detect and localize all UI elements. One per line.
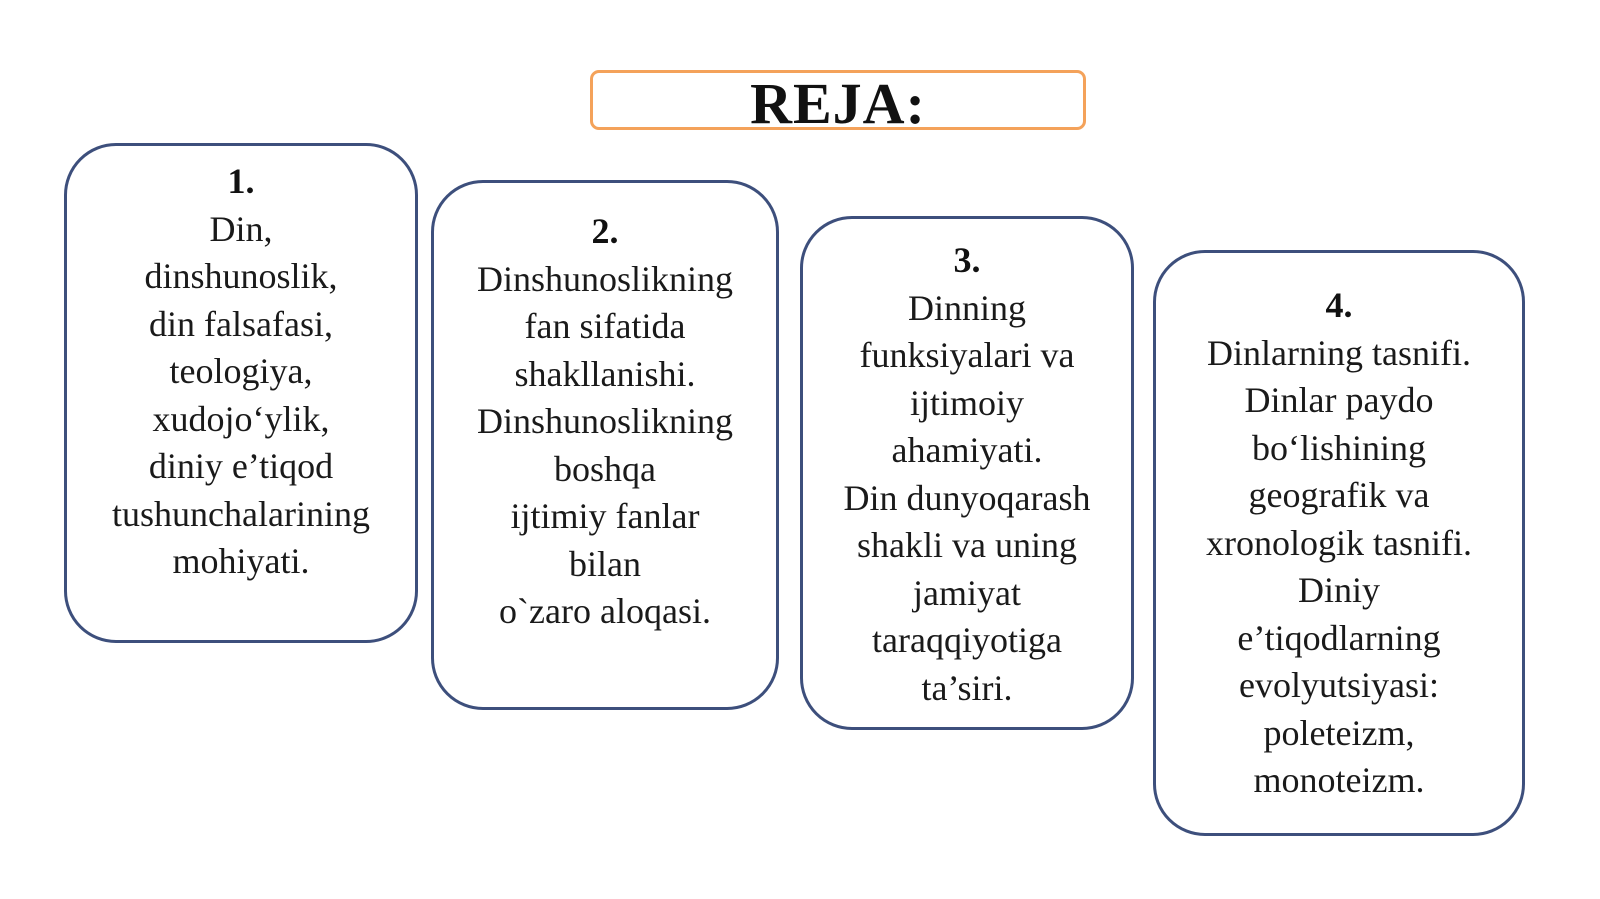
plan-card-line: poleteizm, (1263, 712, 1415, 753)
plan-card-line: jamiyat (913, 572, 1021, 613)
plan-card-line: din falsafasi, (149, 303, 333, 344)
plan-card-line: shakli va uning (857, 525, 1077, 565)
plan-card-line: boshqa (554, 448, 656, 489)
plan-card-line: Dinning (907, 287, 1026, 328)
plan-card-line: ahamiyati. (891, 430, 1043, 470)
plan-card-line: funksiyalari va (859, 335, 1075, 375)
plan-card-line: Din, (209, 208, 273, 249)
plan-card-number: 1. (227, 161, 255, 201)
plan-card-line: Diniy (1297, 570, 1380, 610)
plan-card-3-content (800, 237, 1134, 712)
plan-card-line: bilan (569, 543, 641, 584)
plan-card-line: Dinlarning tasnifi. (1207, 332, 1471, 373)
plan-card-1-content (64, 158, 418, 586)
plan-card-line: evolyutsiyasi: (1239, 665, 1439, 705)
plan-card-line: ijtimiy fanlar (510, 496, 700, 536)
plan-card-line: e’tiqodlarning (1237, 617, 1441, 658)
slide-title: REJA: (750, 71, 926, 136)
plan-card-2-content (431, 208, 779, 636)
plan-card-line: taraqqiyotiga (872, 620, 1062, 660)
plan-card-line: Dinlar paydo (1244, 380, 1434, 420)
plan-card-line: ta’siri. (921, 667, 1013, 708)
plan-card-line: Din dunyoqarash (843, 477, 1091, 518)
plan-card-number: 2. (591, 211, 619, 251)
plan-card-line: ijtimoiy (909, 382, 1024, 423)
plan-card-line: dinshunoslik, (144, 256, 338, 296)
plan-card-line: bo‘lishining (1251, 427, 1426, 468)
plan-card-line: Dinshunoslikning (476, 401, 734, 441)
plan-card-line: fan sifatida (524, 306, 686, 346)
plan-card-line: Dinshunoslikning (476, 258, 734, 299)
plan-card-line: monoteizm. (1253, 760, 1425, 800)
plan-card-line: shakllanishi. (514, 353, 696, 394)
plan-card-number: 4. (1325, 285, 1353, 325)
plan-card-line: diniy e’tiqod (148, 446, 334, 486)
plan-card-4-content (1153, 282, 1525, 805)
plan-card-line: mohiyati. (172, 541, 310, 581)
plan-card-line: tushunchalarining (112, 493, 370, 534)
plan-card-line: xudojo‘ylik, (152, 398, 330, 439)
plan-card-line: xronologik tasnifi. (1206, 522, 1472, 563)
plan-card-line: teologiya, (169, 351, 313, 391)
plan-card-line: o`zaro aloqasi. (499, 591, 711, 631)
plan-card-line: geografik va (1248, 475, 1430, 515)
plan-card-number: 3. (953, 240, 981, 280)
